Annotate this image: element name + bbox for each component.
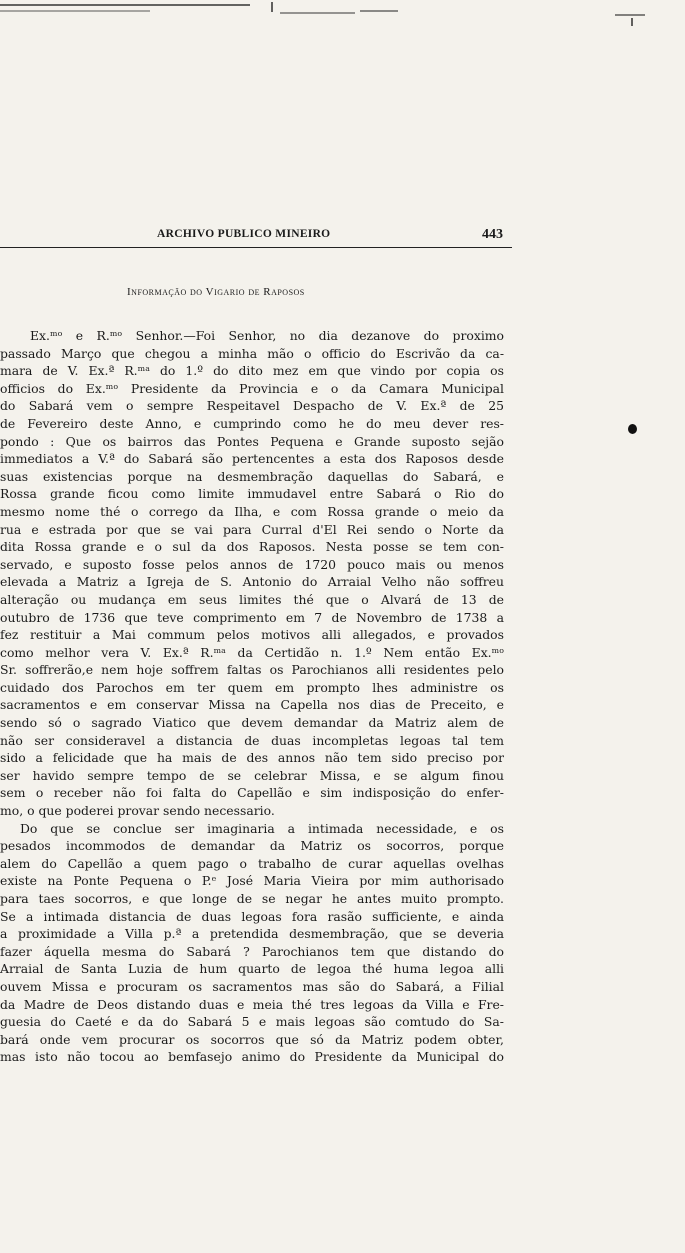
text-line: sem o receber não foi falta do Capellão e sim indisposição do enfer- <box>0 785 504 801</box>
text-line: elevada a Matriz a Igreja de S. Antonio do Arraial Velho não soffreu <box>0 574 504 590</box>
ink-spot <box>628 424 637 434</box>
text-line: sido a felicidade que ha mais de des annos não tem sido preciso por <box>0 750 504 766</box>
text-line: Ex.ᵐᵒ e R.ᵐᵒ Senhor.—Foi Senhor, no dia dezanove do proximo <box>30 328 504 343</box>
text-line: passado Março que chegou a minha mão o officio do Escrivão da ca- <box>0 345 504 361</box>
text-line: Arraial de Santa Luzia de hum quarto de legoa thé huma legoa alli <box>0 961 504 977</box>
scan-artifact-line <box>360 10 398 12</box>
text-line: pondo : Que os bairros das Pontes Pequena e Grande suposto sejão <box>0 433 504 449</box>
text-line: guesia do Caeté e da do Sabará 5 e mais legoas são comtudo do Sa- <box>0 1014 504 1030</box>
text-line: do Sabará vem o sempre Respeitavel Despacho de V. Ex.ª de 25 <box>0 398 504 414</box>
section-title: Informação do Vigario de Raposos <box>127 286 305 298</box>
text-line: mas isto não tocou ao bemfasejo animo do Presidente da Municipal do <box>0 1049 504 1065</box>
text-line: outubro de 1736 que teve comprimento em 7 de Novembro de 1738 a <box>0 609 504 625</box>
text-line: alteração ou mudança em seus limites thé que o Alvará de 13 de <box>0 591 504 607</box>
text-line: de Fevereiro deste Anno, e cumprindo como he do meu dever res- <box>0 415 504 431</box>
text-line: Do que se conclue ser imaginaria a intimada necessidade, e os <box>20 820 504 836</box>
text-line: immediatos a V.ª do Sabará são pertencentes a esta dos Raposos desde <box>0 451 504 467</box>
body-text <box>0 327 504 1066</box>
text-line: ser havido sempre tempo de se celebrar Missa, e se algum finou <box>0 767 504 783</box>
text-line: como melhor vera V. Ex.ª R.ᵐᵃ da Certidão n. 1.º Nem então Ex.ᵐᵒ <box>0 644 504 660</box>
text-line: bará onde vem procurar os socorros que só da Matriz podem obter, <box>0 1031 504 1047</box>
text-line: pesados incommodos de demandar da Matriz os socorros, porque <box>0 838 504 854</box>
scan-artifact-tick <box>631 18 633 26</box>
text-line: sendo só o sagrado Viatico que devem demandar da Matriz alem de <box>0 715 504 731</box>
text-line: alem do Capellão a quem pago o trabalho de curar aquellas ovelhas <box>0 855 504 871</box>
scan-artifact-tick <box>271 2 273 12</box>
text-line: dita Rossa grande e o sul da dos Raposos. Nesta posse se tem con- <box>0 539 504 555</box>
text-line: suas existencias porque na desmembração daquellas do Sabará, e <box>0 468 504 484</box>
text-line: cuidado dos Parochos em ter quem em prompto lhes administre os <box>0 679 504 695</box>
text-line: mara de V. Ex.ª R.ᵐᵃ do 1.º do dito mez em que vindo por copia os <box>0 363 504 379</box>
text-line: ouvem Missa e procuram os sacramentos mas são do Sabará, a Filial <box>0 978 504 994</box>
text-line: Sr. soffrerão,e nem hoje soffrem faltas os Parochianos alli residentes pelo <box>0 662 504 678</box>
text-line: Rossa grande ficou como limite immudavel entre Sabará o Rio do <box>0 486 504 502</box>
text-line: mesmo nome thé o corrego da Ilha, e com Rossa grande o meio da <box>0 503 504 519</box>
scan-artifact-line <box>280 12 355 14</box>
text-line: para taes socorros, e que longe de se negar he antes muito prompto. <box>0 891 504 906</box>
text-line: existe na Ponte Pequena o P.ᵉ José Maria Vieira por mim authorisado <box>0 873 504 889</box>
scan-artifact-line <box>0 10 150 12</box>
text-line: fazer áquella mesma do Sabará ? Parochianos tem que distando do <box>0 943 504 959</box>
scan-artifact-line <box>0 4 250 6</box>
text-line: fez restituir a Mai commum pelos motivos alli allegados, e provados <box>0 627 504 643</box>
text-line: a proximidade a Villa p.ª a pretendida desmembração, que se deveria <box>0 926 504 942</box>
text-line: da Madre de Deos distando duas e meia thé tres legoas da Villa e Fre- <box>0 996 504 1012</box>
running-head: ARCHIVO PUBLICO MINEIRO <box>157 228 331 240</box>
text-line: rua e estrada por que se vai para Curral d'El Rei sendo o Norte da <box>0 521 504 537</box>
scan-artifact-line <box>615 14 645 16</box>
text-line: officios do Ex.ᵐᵒ Presidente da Provincia e o da Camara Municipal <box>0 380 504 396</box>
text-line: não ser consideravel a distancia de duas incompletas legoas tal tem <box>0 732 504 748</box>
text-line: Se a intimada distancia de duas legoas fora rasão sufficiente, e ainda <box>0 908 504 924</box>
header-rule <box>0 247 512 248</box>
text-line: sacramentos e em conservar Missa na Capella nos dias de Preceito, e <box>0 697 504 713</box>
page-number: 443 <box>482 227 503 242</box>
text-line: servado, e suposto fosse pelos annos de 1720 pouco mais ou menos <box>0 556 504 572</box>
text-line: mo, o que poderei provar sendo necessario. <box>0 803 275 819</box>
